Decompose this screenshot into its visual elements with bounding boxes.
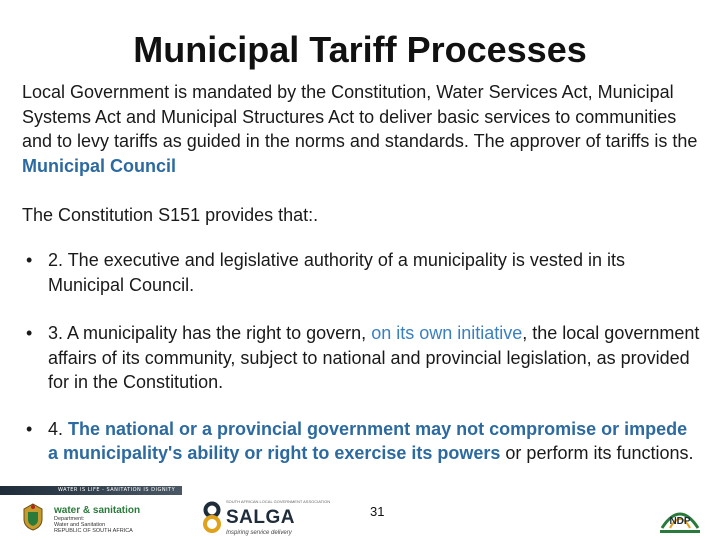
bullet-text: 2. The executive and legislative authority of a municipality is vested in its Municipal Council. <box>48 250 625 295</box>
footer <box>0 486 720 540</box>
footer-banner-strip <box>0 486 182 495</box>
bullet-text-post: or perform its functions. <box>500 443 694 463</box>
bullet-marker: • <box>26 323 33 343</box>
intro-text: Local Government is mandated by the Constitution, Water Services Act, Municipal Systems Act and Municipal Structures Act to deliver basic services to communities and to levy tariffs as guided in the norms and standards. The approver of tariffs is the <box>22 82 698 151</box>
intro-paragraph <box>22 80 702 178</box>
slide-title: Municipal Tariff Processes <box>133 29 587 70</box>
dws-logo <box>54 506 140 534</box>
footer-strip-text: WATER IS LIFE - SANITATION IS DIGNITY <box>58 487 176 493</box>
bullet-marker: • <box>26 250 33 270</box>
coat-of-arms-icon <box>20 502 46 532</box>
dws-title: water & sanitation <box>54 505 141 516</box>
ndp-text: NDP <box>669 516 691 527</box>
bullet-text-post: , the local government affairs of its community, subject to national and provincial legislation, as provided for in the Constitution. <box>48 323 700 392</box>
intro-highlight: Municipal Council <box>22 155 177 176</box>
page-number: 31 <box>370 504 385 519</box>
ndp-logo-icon <box>652 498 708 538</box>
section-lead: The Constitution S151 provides that:. <box>22 205 319 225</box>
dws-line-2: Water and Sanitation <box>54 522 106 528</box>
bullet-text-pre: 4. <box>48 418 69 439</box>
bullet-text-pre: 3. A municipality has the right to govern, <box>48 323 372 343</box>
bullet-list <box>22 248 702 490</box>
dws-line-1: Department: <box>54 516 85 522</box>
salga-logo-icon <box>200 501 224 533</box>
salga-tagline: Inspiring service delivery <box>226 530 292 536</box>
bullet-item <box>22 321 702 395</box>
bullet-highlight: on its own initiative <box>371 323 523 343</box>
bullet-highlight: The national or a provincial government may not compromise or impede a municipality's ability or right to exercise its powers <box>48 418 688 463</box>
bullet-marker: • <box>26 418 33 439</box>
bullet-item <box>22 248 702 297</box>
bullet-item <box>22 417 702 466</box>
dws-line-3: REPUBLIC OF SOUTH AFRICA <box>54 528 133 534</box>
salga-name: SALGA <box>226 507 295 528</box>
salga-top-text: SOUTH AFRICAN LOCAL GOVERNMENT ASSOCIATION <box>226 499 331 504</box>
